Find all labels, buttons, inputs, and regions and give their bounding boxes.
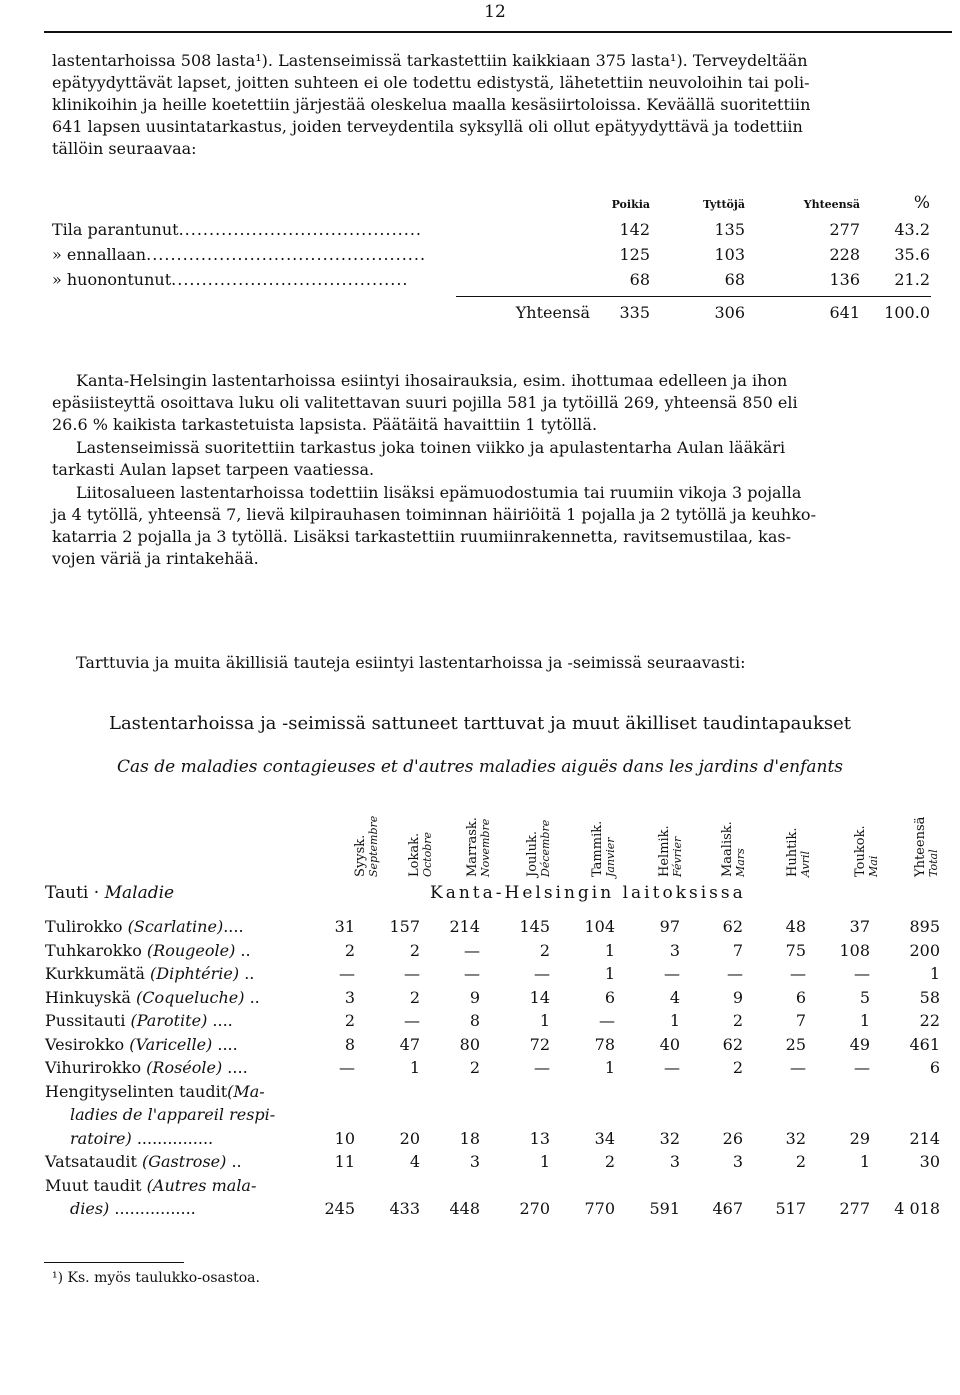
table-cell: — bbox=[464, 940, 480, 960]
month-fr: Avril bbox=[799, 850, 812, 877]
month-fr: Novembre bbox=[479, 818, 492, 877]
text-line: tarkasti Aulan lapset tarpeen vaatiessa. bbox=[52, 460, 375, 479]
table-cell: 40 bbox=[659, 1034, 680, 1054]
table-cell: 29 bbox=[849, 1128, 870, 1148]
disease-name-fr: (Parotite) bbox=[130, 1011, 208, 1030]
table-cell: 3 bbox=[732, 1152, 743, 1171]
footnote-rule bbox=[44, 1262, 184, 1263]
table-cell: — bbox=[790, 964, 806, 983]
table-cell: 591 bbox=[649, 1199, 680, 1218]
month-fi: Tammik. bbox=[590, 820, 605, 877]
row-header-fi: Tauti bbox=[45, 883, 89, 903]
table-cell: 62 bbox=[722, 1034, 743, 1054]
column-header: Yhteensä bbox=[803, 198, 860, 211]
table-cell: — bbox=[404, 964, 420, 983]
month-fr: Total bbox=[927, 849, 940, 877]
group-label: Kanta-Helsingin laitoksissa bbox=[430, 883, 746, 903]
status-table bbox=[0, 0, 960, 340]
table-row: Tila parantunut........................................ bbox=[52, 220, 423, 239]
table-cell: 78 bbox=[594, 1034, 615, 1054]
table-cell: 4 bbox=[669, 987, 680, 1007]
table-cell: 26 bbox=[722, 1128, 743, 1148]
table-cell: 125 bbox=[619, 245, 650, 264]
table-cell: 62 bbox=[722, 917, 743, 936]
disease-name bbox=[45, 988, 260, 1007]
disease-name-fr: (Rougeole) bbox=[146, 940, 236, 960]
table-cell: 245 bbox=[324, 1199, 355, 1218]
footnote: ¹) Ks. myös taulukko-osastoa. bbox=[52, 1270, 260, 1286]
month-header bbox=[705, 797, 747, 877]
disease-name bbox=[45, 1058, 248, 1077]
table-cell: 2 bbox=[732, 1011, 743, 1030]
month-fi: Marrask. bbox=[465, 817, 480, 877]
disease-name-fi: Vihurirokko bbox=[45, 1058, 147, 1077]
text-line: epäsiisteyttä osoittava luku oli valitettavan suuri pojilla 581 ja tytöillä 269, yhteensä 850 eli bbox=[52, 393, 798, 412]
table-cell: 2 bbox=[409, 940, 420, 960]
table-cell: 21.2 bbox=[894, 270, 930, 289]
table-cell: 32 bbox=[659, 1128, 680, 1148]
table-cell: — bbox=[854, 1058, 870, 1077]
annex-paragraph bbox=[52, 482, 947, 570]
table-cell: 13 bbox=[529, 1128, 550, 1148]
month-fi: Maalisk. bbox=[720, 821, 735, 877]
disease-name bbox=[45, 964, 254, 983]
table-cell: 11 bbox=[334, 1152, 355, 1171]
table-cell: 517 bbox=[775, 1199, 806, 1218]
leader-dots: .... bbox=[223, 917, 244, 936]
disease-name bbox=[45, 941, 251, 960]
table-cell: 1 bbox=[604, 1058, 615, 1077]
disease-name bbox=[45, 1035, 238, 1054]
disease-name-fr: (Scarlatine) bbox=[127, 917, 224, 936]
table-cell: — bbox=[534, 1058, 550, 1077]
disease-name-fi: Pussitauti bbox=[45, 1011, 131, 1030]
text-line: Lastenseimissä suoritettiin tarkastus joka toinen viikko ja apulastentarha Aulan lääkäri bbox=[76, 438, 786, 457]
month-fr: Octobre bbox=[421, 831, 434, 877]
disease-name-fr: (Varicelle) bbox=[129, 1034, 213, 1054]
month-fi: Lokak. bbox=[407, 832, 422, 877]
table-cell: 20 bbox=[399, 1128, 420, 1148]
table-cell: 136 bbox=[829, 270, 860, 289]
table-cell: 80 bbox=[459, 1034, 480, 1054]
disease-name-fi: Muut taudit bbox=[45, 1175, 147, 1195]
disease-name-fr: (Coqueluche) bbox=[135, 987, 245, 1007]
disease-name-fi: Kurkkumätä bbox=[45, 964, 151, 983]
skin-paragraph bbox=[52, 370, 947, 436]
table-cell: — bbox=[664, 964, 680, 983]
row-label: Tila parantunut bbox=[52, 220, 179, 239]
table-cell: 3 bbox=[469, 1152, 480, 1171]
disease-name bbox=[45, 1176, 256, 1195]
table-cell: 34 bbox=[594, 1128, 615, 1148]
table-cell: — bbox=[854, 964, 870, 983]
table-cell: 1 bbox=[604, 940, 615, 960]
table-cell: 5 bbox=[859, 987, 870, 1007]
table-cell: 1 bbox=[539, 1011, 550, 1030]
disease-name bbox=[45, 1082, 265, 1101]
table-cell: 3 bbox=[669, 1152, 680, 1171]
table-cell: 1 bbox=[929, 964, 940, 983]
table-cell: 461 bbox=[909, 1034, 940, 1054]
table-cell: 75 bbox=[785, 940, 806, 960]
table-cell: 72 bbox=[529, 1034, 550, 1054]
disease-name-fi: Tulirokko bbox=[45, 917, 128, 936]
text-line: 641 lapsen uusintatarkastus, joiden terveydentila syksyllä oli ollut epätyydyttävä ja todettiin bbox=[52, 117, 803, 136]
table-cell: 1 bbox=[539, 1152, 550, 1171]
text-line: Tarttuvia ja muita äkillisiä tauteja esiintyi lastentarhoissa ja -seimissä seuraavasti: bbox=[76, 653, 746, 672]
table-cell: 2 bbox=[604, 1152, 615, 1171]
table-cell: 31 bbox=[334, 917, 355, 936]
table-cell: — bbox=[727, 964, 743, 983]
month-header bbox=[575, 797, 617, 877]
table-cell: 142 bbox=[619, 220, 650, 239]
disease-name-fr: dies) bbox=[70, 1199, 110, 1218]
disease-name-fr: (Roséole) bbox=[146, 1058, 223, 1077]
month-fi: Jouluk. bbox=[525, 831, 540, 877]
text-line: klinikoihin ja heille koetettiin järjestää oleskelua maalla kesäsiirtoloissa. Keväällä suoritettiin bbox=[52, 95, 811, 114]
table-cell: 10 bbox=[334, 1128, 355, 1148]
table-cell: 1 bbox=[409, 1058, 420, 1077]
table-cell: 68 bbox=[629, 270, 650, 289]
table-cell: — bbox=[664, 1058, 680, 1077]
text-line: epätyydyttävät lapset, joitten suhteen ei ole todettu edistystä, lähetettiin neuvoloihin tai poli- bbox=[52, 73, 810, 92]
table-cell: 7 bbox=[795, 1011, 806, 1030]
table-cell: 32 bbox=[785, 1128, 806, 1148]
leader-dots: .... bbox=[222, 1058, 248, 1077]
leader-dots: ............... bbox=[131, 1128, 214, 1148]
disease-name-fi: Hengityselinten taudit bbox=[45, 1081, 228, 1101]
table-cell: 467 bbox=[712, 1199, 743, 1218]
table-cell: — bbox=[339, 964, 355, 983]
table-cell: 448 bbox=[449, 1199, 480, 1218]
table-cell: 2 bbox=[732, 1058, 743, 1077]
table-cell: 47 bbox=[399, 1034, 420, 1054]
disease-name bbox=[45, 1152, 242, 1171]
table-cell: 157 bbox=[389, 917, 420, 936]
column-header: Poikia bbox=[611, 198, 650, 211]
row-header-fr: Maladie bbox=[104, 883, 175, 903]
page-number: 12 bbox=[484, 2, 506, 22]
disease-name-fi: Vatsataudit bbox=[45, 1152, 142, 1171]
table-cell: 48 bbox=[785, 917, 806, 936]
text-line: Liitosalueen lastentarhoissa todettiin lisäksi epämuodostumia tai ruumiin vikoja 3 pojalla bbox=[76, 483, 802, 502]
table-cell: 22 bbox=[919, 1011, 940, 1030]
column-header: % bbox=[913, 193, 930, 213]
table-cell: 2 bbox=[795, 1152, 806, 1171]
table-cell: 104 bbox=[584, 917, 615, 936]
total-cell: 100.0 bbox=[884, 303, 930, 322]
disease-name-fi: Vesirokko bbox=[45, 1034, 130, 1054]
table-cell: 1 bbox=[859, 1152, 870, 1171]
month-fi: Helmik. bbox=[657, 825, 672, 877]
disease-name-fr: (Gastrose) bbox=[141, 1152, 227, 1171]
disease-name-fi: Hinkuyskä bbox=[45, 987, 136, 1007]
total-cell: 306 bbox=[714, 303, 745, 322]
table-cell: 4 bbox=[409, 1152, 420, 1171]
row-label: » huonontunut bbox=[52, 270, 172, 289]
total-cell: 641 bbox=[829, 303, 860, 322]
month-header bbox=[898, 797, 940, 877]
disease-name-fr: (Diphtérie) bbox=[150, 964, 240, 983]
leader-dots: .... bbox=[212, 1034, 238, 1054]
disease-name bbox=[70, 1199, 196, 1218]
table-cell: 270 bbox=[519, 1199, 550, 1218]
table-cell: 1 bbox=[669, 1011, 680, 1030]
leader-dots: .... bbox=[207, 1011, 233, 1030]
table-cell: 770 bbox=[584, 1199, 615, 1218]
month-fi: Syysk. bbox=[353, 834, 368, 877]
month-header bbox=[450, 797, 492, 877]
row-label: » ennallaan bbox=[52, 245, 147, 264]
table-cell: 895 bbox=[909, 917, 940, 936]
table-cell: 3 bbox=[344, 987, 355, 1007]
table-cell: 2 bbox=[409, 987, 420, 1007]
disease-name bbox=[45, 917, 244, 936]
table-cell: — bbox=[534, 964, 550, 983]
table-cell: 2 bbox=[469, 1058, 480, 1077]
disease-name-fi: Tuhkarokko bbox=[45, 940, 147, 960]
total-cell: 335 bbox=[619, 303, 650, 322]
table-cell: 200 bbox=[909, 940, 940, 960]
table-cell: 4 018 bbox=[894, 1199, 940, 1218]
disease-name-fr: ratoire) bbox=[70, 1128, 132, 1148]
table-row: » huonontunut....................................... bbox=[52, 270, 409, 289]
table-cell: 277 bbox=[829, 220, 860, 239]
table-cell: 8 bbox=[469, 1011, 480, 1030]
disease-name bbox=[70, 1105, 275, 1124]
table-cell: 43.2 bbox=[894, 220, 930, 239]
nursery-paragraph bbox=[52, 437, 947, 481]
leader-dots: .. bbox=[244, 987, 260, 1007]
table-cell: 7 bbox=[732, 940, 743, 960]
table-cell: 6 bbox=[795, 987, 806, 1007]
table-cell: — bbox=[790, 1058, 806, 1077]
table-cell: 49 bbox=[849, 1034, 870, 1054]
table-row: » ennallaan.............................................. bbox=[52, 245, 427, 264]
table-cell: 8 bbox=[344, 1034, 355, 1054]
table-cell: 277 bbox=[839, 1199, 870, 1218]
table-cell: 2 bbox=[344, 1011, 355, 1030]
month-header bbox=[510, 797, 552, 877]
month-fr: Février bbox=[671, 836, 684, 877]
disease-name-fr: (Autres mala- bbox=[146, 1175, 257, 1195]
table-cell: 1 bbox=[859, 1011, 870, 1030]
month-fr: Septembre bbox=[367, 815, 380, 877]
text-line: katarria 2 pojalla ja 3 tytöllä. Lisäksi tarkastettiin ruumiinrakennetta, ravitsemustilaa, kas- bbox=[52, 527, 791, 546]
row-header: Tauti · Maladie bbox=[45, 883, 175, 903]
table-cell: 14 bbox=[529, 987, 550, 1007]
table-cell: 9 bbox=[469, 987, 480, 1007]
leader-dots: .. bbox=[226, 1152, 242, 1171]
table-cell: 135 bbox=[714, 220, 745, 239]
table-cell: 228 bbox=[829, 245, 860, 264]
text-line: vojen väriä ja rintakehää. bbox=[52, 549, 259, 568]
table-title-fi: Lastentarhoissa ja -seimissä sattuneet tarttuvat ja muut äkilliset taudintapaukset bbox=[109, 713, 851, 734]
leader-dots: ................ bbox=[109, 1199, 196, 1218]
text-line: tällöin seuraavaa: bbox=[52, 139, 197, 158]
column-header: Tyttöjä bbox=[703, 198, 745, 211]
disease-name-fr: ladies de l'appareil respi- bbox=[70, 1105, 276, 1124]
total-rule bbox=[456, 296, 931, 297]
month-fi: Huhtik. bbox=[785, 827, 800, 877]
table-cell: 58 bbox=[919, 987, 940, 1007]
table-cell: 145 bbox=[519, 917, 550, 936]
disease-name-fr: (Ma- bbox=[227, 1081, 265, 1101]
text-line: Kanta-Helsingin lastentarhoissa esiintyi ihosairauksia, esim. ihottumaa edelleen ja ihon bbox=[76, 371, 788, 390]
table-cell: 3 bbox=[669, 940, 680, 960]
text-line: lastentarhoissa 508 lasta¹). Lastenseimissä tarkastettiin kaikkiaan 375 lasta¹). Terveydeltään bbox=[52, 51, 808, 70]
disease-name bbox=[45, 1011, 233, 1030]
table-cell: — bbox=[339, 1058, 355, 1077]
leader-dots: .. bbox=[239, 964, 255, 983]
table-cell: 108 bbox=[839, 940, 870, 960]
table-cell: 30 bbox=[919, 1152, 940, 1171]
month-header bbox=[642, 797, 684, 877]
month-header bbox=[838, 797, 880, 877]
text-line: ja 4 tytöllä, yhteensä 7, lievä kilpirauhasen toiminnan häiriöitä 1 pojalla ja 2 tytöllä ja keuhko- bbox=[52, 505, 816, 524]
table-cell: 2 bbox=[344, 940, 355, 960]
table-cell: 214 bbox=[909, 1128, 940, 1148]
month-fr: Décembre bbox=[539, 819, 552, 877]
table-cell: 25 bbox=[785, 1034, 806, 1054]
table-cell: 9 bbox=[732, 987, 743, 1007]
month-fr: Mars bbox=[734, 848, 747, 877]
month-fr: Janvier bbox=[604, 837, 617, 877]
leader-dots: .. bbox=[235, 940, 251, 960]
month-header bbox=[338, 797, 380, 877]
month-header bbox=[392, 797, 434, 877]
table-cell: 1 bbox=[604, 964, 615, 983]
table-cell: 97 bbox=[659, 917, 680, 936]
total-label: Yhteensä bbox=[515, 303, 590, 322]
table-cell: 103 bbox=[714, 245, 745, 264]
table-cell: 37 bbox=[849, 917, 870, 936]
table-cell: 6 bbox=[929, 1058, 940, 1077]
month-fi: Toukok. bbox=[853, 825, 868, 877]
table-cell: 433 bbox=[389, 1199, 420, 1218]
table-cell: 18 bbox=[459, 1128, 480, 1148]
table-cell: 35.6 bbox=[894, 245, 930, 264]
table-cell: 2 bbox=[539, 940, 550, 960]
month-fr: Mai bbox=[867, 855, 880, 877]
month-fi: Yhteensä bbox=[913, 816, 928, 877]
table-cell: 68 bbox=[724, 270, 745, 289]
text-line: 26.6 % kaikista tarkastetuista lapsista. Päätäitä havaittiin 1 tytöllä. bbox=[52, 415, 598, 434]
table-title-fr: Cas de maladies contagieuses et d'autres maladies aiguës dans les jardins d'enfants bbox=[116, 757, 844, 777]
table-cell: 214 bbox=[449, 917, 480, 936]
table-cell: — bbox=[599, 1011, 615, 1030]
table-cell: — bbox=[404, 1011, 420, 1030]
intro-to-table bbox=[52, 652, 947, 674]
disease-name bbox=[70, 1129, 213, 1148]
month-header bbox=[770, 797, 812, 877]
table-cell: 6 bbox=[604, 987, 615, 1007]
table-cell: — bbox=[464, 964, 480, 983]
